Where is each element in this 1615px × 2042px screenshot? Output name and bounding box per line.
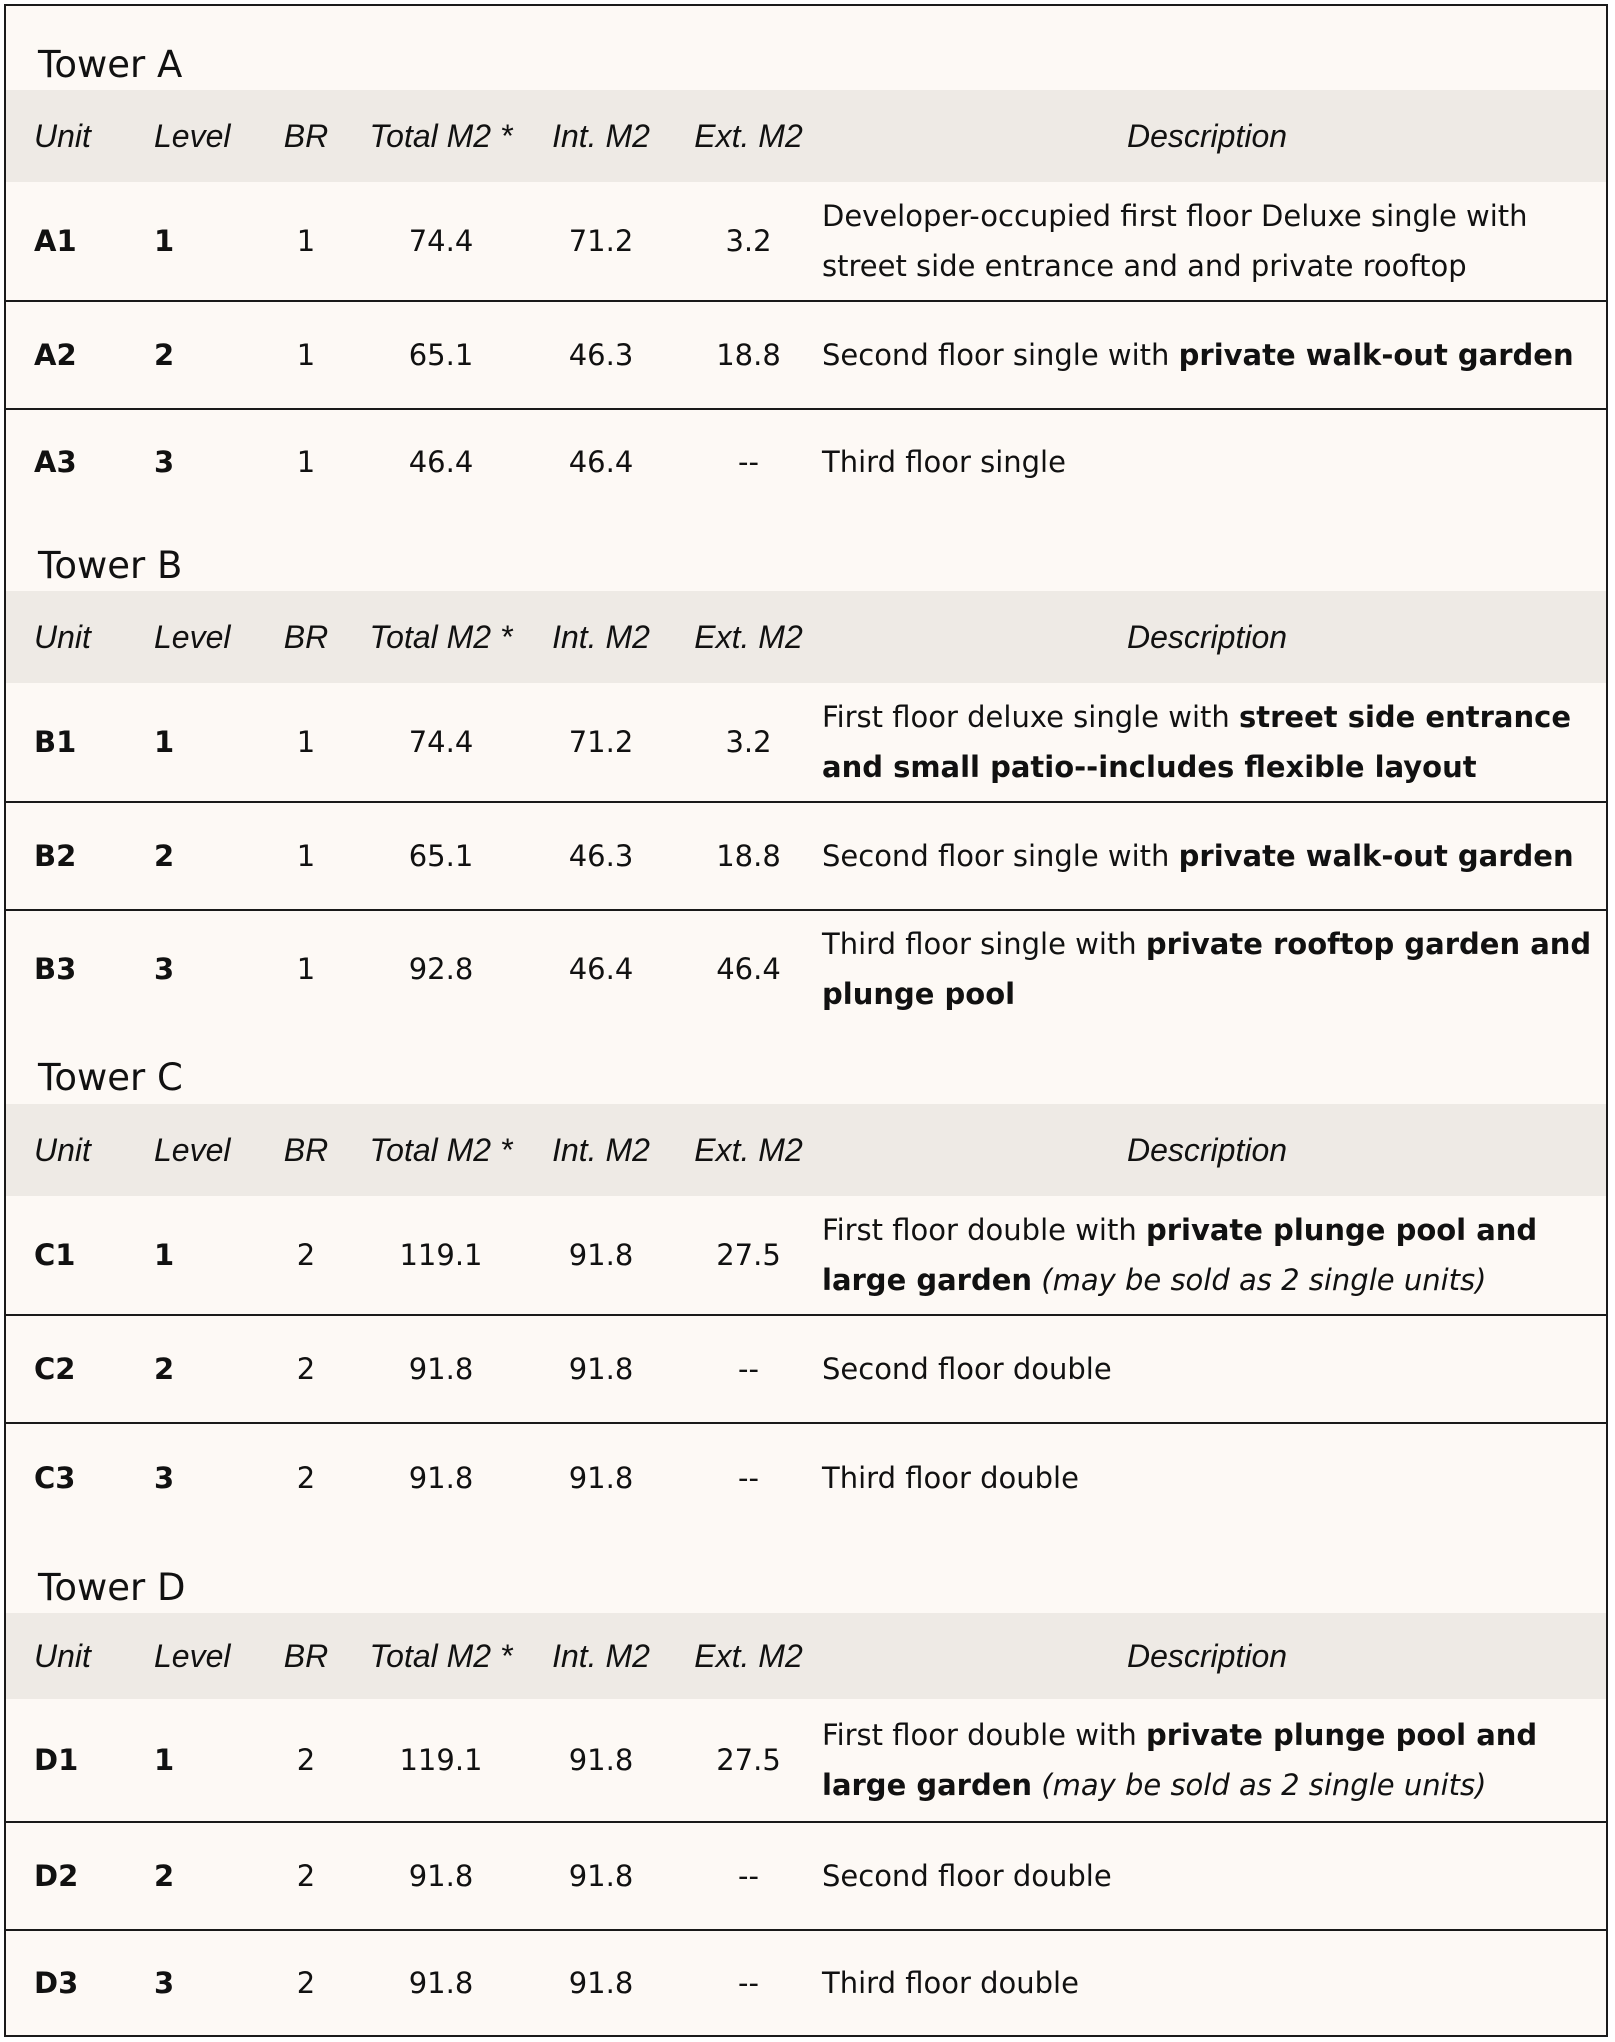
- br-cell: 1: [296, 839, 316, 873]
- ext-m2-cell: --: [738, 1966, 759, 2000]
- total-m2-cell: 46.4: [408, 445, 474, 479]
- col-level-header: Level: [154, 117, 231, 154]
- int-m2-cell: 71.2: [568, 224, 634, 258]
- ext-m2-cell: 18.8: [716, 338, 781, 372]
- table-row: [6, 911, 1606, 1027]
- level-cell: 3: [154, 1461, 175, 1495]
- description-text: private plunge pool and large garden: [822, 1718, 1538, 1802]
- table-row: [6, 302, 1606, 410]
- description-text: private walk-out garden: [1178, 839, 1574, 873]
- table-row: [6, 1316, 1606, 1424]
- int-m2-cell: 91.8: [568, 1859, 634, 1893]
- br-cell: 2: [296, 1461, 316, 1495]
- description-text: (may be sold as 2 single units): [1032, 1768, 1487, 1802]
- col-br-header: BR: [283, 117, 329, 154]
- table-row: [6, 1424, 1606, 1532]
- description-cell: [822, 1931, 1592, 2035]
- total-m2-cell: 119.1: [399, 1743, 483, 1777]
- level-cell: 3: [154, 445, 175, 479]
- total-m2-cell: 119.1: [399, 1238, 483, 1272]
- description-text: Third floor double: [822, 1966, 1079, 2000]
- ext-m2-cell: --: [738, 1461, 759, 1495]
- table-header: [6, 1613, 1606, 1699]
- col-level-header: Level: [154, 1637, 231, 1674]
- description-text: street side entrance and small patio--includes flexible layout: [822, 700, 1571, 784]
- total-m2-cell: 91.8: [408, 1859, 474, 1893]
- br-cell: 1: [296, 725, 316, 759]
- total-m2-cell: 74.4: [408, 725, 474, 759]
- level-cell: 3: [154, 1966, 175, 2000]
- level-cell: 1: [154, 1238, 175, 1272]
- total-m2-cell: 91.8: [408, 1966, 474, 2000]
- description-text: Second floor double: [822, 1859, 1112, 1893]
- unit-cell: A2: [34, 338, 77, 372]
- ext-m2-cell: --: [738, 445, 759, 479]
- table-row: [6, 1931, 1606, 2035]
- col-ext-header: Ext. M2: [694, 117, 803, 154]
- total-m2-cell: 65.1: [408, 839, 474, 873]
- col-int-header: Int. M2: [552, 117, 650, 154]
- level-cell: 3: [154, 952, 175, 986]
- description-text: (may be sold as 2 single units): [1032, 1263, 1487, 1297]
- ext-m2-cell: --: [738, 1859, 759, 1893]
- col-level-header: Level: [154, 618, 231, 655]
- unit-cell: A3: [34, 445, 77, 479]
- description-cell: [822, 182, 1592, 300]
- description-text: private rooftop garden and plunge pool: [822, 927, 1592, 1011]
- col-br-header: BR: [283, 618, 329, 655]
- ext-m2-cell: 3.2: [725, 224, 772, 258]
- int-m2-cell: 46.4: [568, 952, 634, 986]
- int-m2-cell: 91.8: [568, 1352, 634, 1386]
- total-m2-cell: 91.8: [408, 1352, 474, 1386]
- unit-cell: B1: [34, 725, 77, 759]
- description-text: Third floor double: [822, 1461, 1079, 1495]
- description-cell: [822, 1823, 1592, 1929]
- ext-m2-cell: 27.5: [716, 1743, 781, 1777]
- ext-m2-cell: 46.4: [716, 952, 781, 986]
- br-cell: 2: [296, 1966, 316, 2000]
- int-m2-cell: 91.8: [568, 1966, 634, 2000]
- col-unit-header: Unit: [34, 117, 91, 154]
- col-unit-header: Unit: [34, 1637, 91, 1674]
- col-ext-header: Ext. M2: [694, 1131, 803, 1168]
- br-cell: 2: [296, 1352, 316, 1386]
- table-row: [6, 1699, 1606, 1823]
- col-unit-header: Unit: [34, 618, 91, 655]
- col-total-header: Total M2 *: [369, 117, 513, 154]
- table-row: [6, 803, 1606, 911]
- level-cell: 2: [154, 338, 175, 372]
- table-row: [6, 1196, 1606, 1316]
- level-cell: 1: [154, 224, 175, 258]
- tower-title: Tower D: [38, 1566, 186, 1609]
- level-cell: 2: [154, 1859, 175, 1893]
- int-m2-cell: 71.2: [568, 725, 634, 759]
- col-description-header: Description: [1126, 1132, 1288, 1168]
- br-cell: 2: [296, 1238, 316, 1272]
- col-int-header: Int. M2: [552, 618, 650, 655]
- int-m2-cell: 91.8: [568, 1743, 634, 1777]
- unit-cell: A1: [34, 224, 77, 258]
- col-int-header: Int. M2: [552, 1637, 650, 1674]
- total-m2-cell: 65.1: [408, 338, 474, 372]
- description-cell: [822, 911, 1592, 1027]
- table-row: [6, 182, 1606, 302]
- col-total-header: Total M2 *: [369, 1637, 513, 1674]
- col-description-header: Description: [1126, 118, 1288, 154]
- description-text: Second floor single with: [822, 338, 1179, 372]
- total-m2-cell: 74.4: [408, 224, 474, 258]
- table-row: [6, 410, 1606, 514]
- description-text: Second floor single with: [822, 839, 1179, 873]
- unit-cell: D3: [34, 1966, 79, 2000]
- unit-cell: D1: [34, 1743, 79, 1777]
- unit-cell: C1: [34, 1238, 76, 1272]
- description-text: Third floor single with: [822, 927, 1146, 961]
- int-m2-cell: 91.8: [568, 1461, 634, 1495]
- unit-cell: B2: [34, 839, 77, 873]
- description-text: Third floor single: [822, 445, 1066, 479]
- level-cell: 1: [154, 1743, 175, 1777]
- unit-cell: C2: [34, 1352, 76, 1386]
- description-cell: [822, 410, 1592, 514]
- col-br-header: BR: [283, 1637, 329, 1674]
- description-text: private plunge pool and large garden: [822, 1213, 1538, 1297]
- description-text: Second floor double: [822, 1352, 1112, 1386]
- table-header: [6, 1104, 1606, 1196]
- description-cell: [822, 302, 1592, 408]
- tower-title: Tower C: [38, 1056, 183, 1099]
- total-m2-cell: 91.8: [408, 1461, 474, 1495]
- table-row: [6, 683, 1606, 803]
- col-total-header: Total M2 *: [369, 618, 513, 655]
- col-int-header: Int. M2: [552, 1131, 650, 1168]
- level-cell: 1: [154, 725, 175, 759]
- col-description-header: Description: [1126, 619, 1288, 655]
- int-m2-cell: 91.8: [568, 1238, 634, 1272]
- int-m2-cell: 46.3: [568, 839, 634, 873]
- ext-m2-cell: 3.2: [725, 725, 772, 759]
- units-table: [4, 4, 1608, 2037]
- br-cell: 1: [296, 445, 316, 479]
- unit-cell: D2: [34, 1859, 79, 1893]
- description-cell: [822, 1424, 1592, 1532]
- description-text: First floor double with: [822, 1718, 1146, 1752]
- ext-m2-cell: 18.8: [716, 839, 781, 873]
- table-header: [6, 591, 1606, 683]
- tower-title: Tower B: [38, 544, 183, 587]
- col-br-header: BR: [283, 1131, 329, 1168]
- col-ext-header: Ext. M2: [694, 618, 803, 655]
- ext-m2-cell: 27.5: [716, 1238, 781, 1272]
- description-cell: [822, 683, 1592, 801]
- br-cell: 2: [296, 1859, 316, 1893]
- total-m2-cell: 92.8: [408, 952, 474, 986]
- description-cell: [822, 803, 1592, 909]
- col-unit-header: Unit: [34, 1131, 91, 1168]
- unit-cell: B3: [34, 952, 77, 986]
- br-cell: 2: [296, 1743, 316, 1777]
- description-text: First floor deluxe single with: [822, 700, 1239, 734]
- description-cell: [822, 1196, 1592, 1314]
- br-cell: 1: [296, 952, 316, 986]
- tower-title: Tower A: [38, 43, 183, 86]
- col-total-header: Total M2 *: [369, 1131, 513, 1168]
- level-cell: 2: [154, 839, 175, 873]
- col-description-header: Description: [1126, 1638, 1288, 1674]
- description-text: private walk-out garden: [1178, 338, 1574, 372]
- ext-m2-cell: --: [738, 1352, 759, 1386]
- description-cell: [822, 1316, 1592, 1422]
- col-ext-header: Ext. M2: [694, 1637, 803, 1674]
- table-row: [6, 1823, 1606, 1931]
- col-level-header: Level: [154, 1131, 231, 1168]
- int-m2-cell: 46.4: [568, 445, 634, 479]
- br-cell: 1: [296, 338, 316, 372]
- br-cell: 1: [296, 224, 316, 258]
- table-header: [6, 90, 1606, 182]
- description-text: First floor double with: [822, 1213, 1146, 1247]
- description-cell: [822, 1699, 1592, 1821]
- unit-cell: C3: [34, 1461, 76, 1495]
- int-m2-cell: 46.3: [568, 338, 634, 372]
- description-text: Developer-occupied first floor Deluxe single with street side entrance and and private rooftop: [822, 199, 1528, 283]
- level-cell: 2: [154, 1352, 175, 1386]
